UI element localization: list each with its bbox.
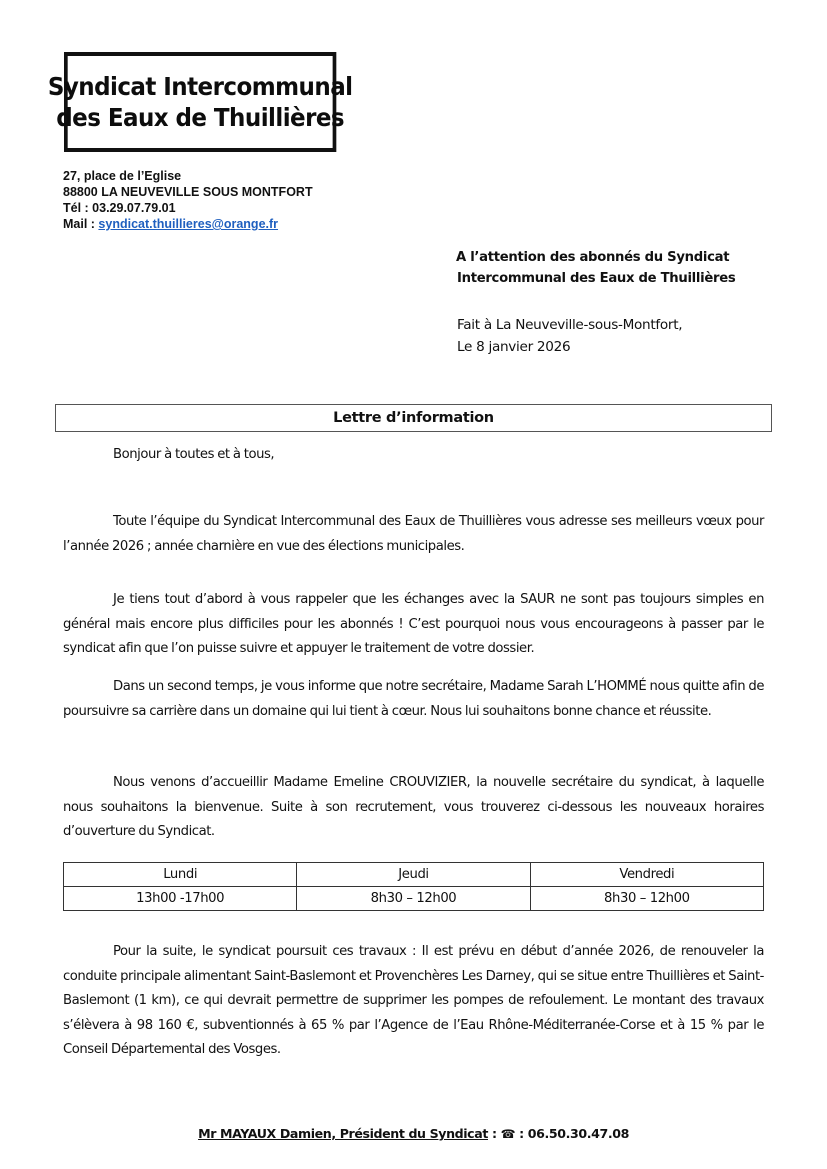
paragraph-text: Toute l’équipe du Syndicat Intercommunal des Eaux de Thuillières vous adresse ses meilleurs vœux pour l’année 2026 ; année charnière en vue des élections municipales. (63, 514, 764, 554)
syndicat-logo (47, 52, 353, 152)
paragraph-new-secretary (63, 771, 764, 845)
recipient-block (456, 247, 735, 289)
recipient-line-2: Intercommunal des Eaux de Thuillières (457, 271, 736, 286)
mail-label: Mail : (63, 217, 99, 231)
opening-hours-table (63, 862, 764, 911)
day-cell: Vendredi (530, 863, 763, 887)
letter-title-box (55, 404, 772, 432)
email-link[interactable]: syndicat.thuillieres@orange.fr (98, 217, 279, 231)
address-mail (63, 216, 313, 232)
day-cell: Jeudi (297, 863, 530, 887)
logo-line-1: Syndicat Intercommunal (47, 72, 353, 101)
date-block (457, 314, 682, 358)
footer-signature (0, 1126, 827, 1141)
paragraph-text: Pour la suite, le syndicat poursuit ces travaux : Il est prévu en début d’année 2026, de renouveler la conduite principale alimentant Saint-Baslemont et Provenchères Les Darney, qui se situe entre Thuillières et Saint-Baslemont (1 km), ce qui devrait permettre de supprimer les pompes de refoulement. Le montant des travaux s’élèvera à 98 160 €, subventionnés à 65 % par l’Agence de l’Eau Rhône-Méditerranée-Corse et à 15 % par le Conseil Départemental des Vosges. (63, 944, 764, 1057)
paragraph-text: Nous venons d’accueillir Madame Emeline CROUVIZIER, la nouvelle secrétaire du syndicat, à laquelle nous souhaitons la bienvenue. Suite à son recrutement, vous trouverez ci-dessous les nouveaux horaires d’ouverture du Syndicat. (63, 775, 764, 839)
paragraph-text: Dans un second temps, je vous informe que notre secrétaire, Madame Sarah L’HOMMÉ nous quitte afin de poursuivre sa carrière dans un domaine qui lui tient à cœur. Nous lui souhaitons bonne chance et réussite. (63, 679, 764, 719)
table-row-hours (64, 887, 764, 911)
telephone-icon: ☎ (500, 1127, 516, 1141)
recipient-line-1: A l’attention des abonnés du Syndicat (456, 250, 730, 265)
paragraph-wishes (63, 510, 764, 559)
date-place: Fait à La Neuveville-sous-Montfort, (457, 317, 683, 333)
greeting-text: Bonjour à toutes et à tous, (113, 447, 275, 462)
paragraph-works (63, 940, 764, 1063)
president-name: Mr MAYAUX Damien, Président du Syndicat (198, 1126, 488, 1141)
paragraph-secretary-leaving (63, 675, 764, 724)
hours-cell: 13h00 -17h00 (64, 887, 297, 911)
day-cell: Lundi (64, 863, 297, 887)
greeting (63, 443, 764, 468)
sender-address (63, 168, 313, 232)
footer-separator: : (487, 1126, 501, 1141)
president-phone: : 06.50.30.47.08 (515, 1126, 629, 1141)
address-city: 88800 LA NEUVEVILLE SOUS MONTFORT (63, 185, 313, 199)
address-phone: Tél : 03.29.07.79.01 (63, 201, 176, 215)
date-value: Le 8 janvier 2026 (457, 339, 571, 355)
hours-cell: 8h30 – 12h00 (530, 887, 763, 911)
address-street: 27, place de l’Eglise (63, 169, 182, 183)
paragraph-text: Je tiens tout d’abord à vous rappeler que les échanges avec la SAUR ne sont pas toujours simples en général mais encore plus difficiles pour les abonnés ! C’est pourquoi nous vous encourageons à passer par le syndicat afin que l’on puisse suivre et appuyer le traitement de votre dossier. (63, 592, 764, 656)
paragraph-saur (63, 588, 764, 662)
table-row-days (64, 863, 764, 887)
logo-line-2: des Eaux de Thuillières (56, 103, 345, 132)
letter-title: Lettre d’information (333, 410, 494, 426)
hours-cell: 8h30 – 12h00 (297, 887, 530, 911)
